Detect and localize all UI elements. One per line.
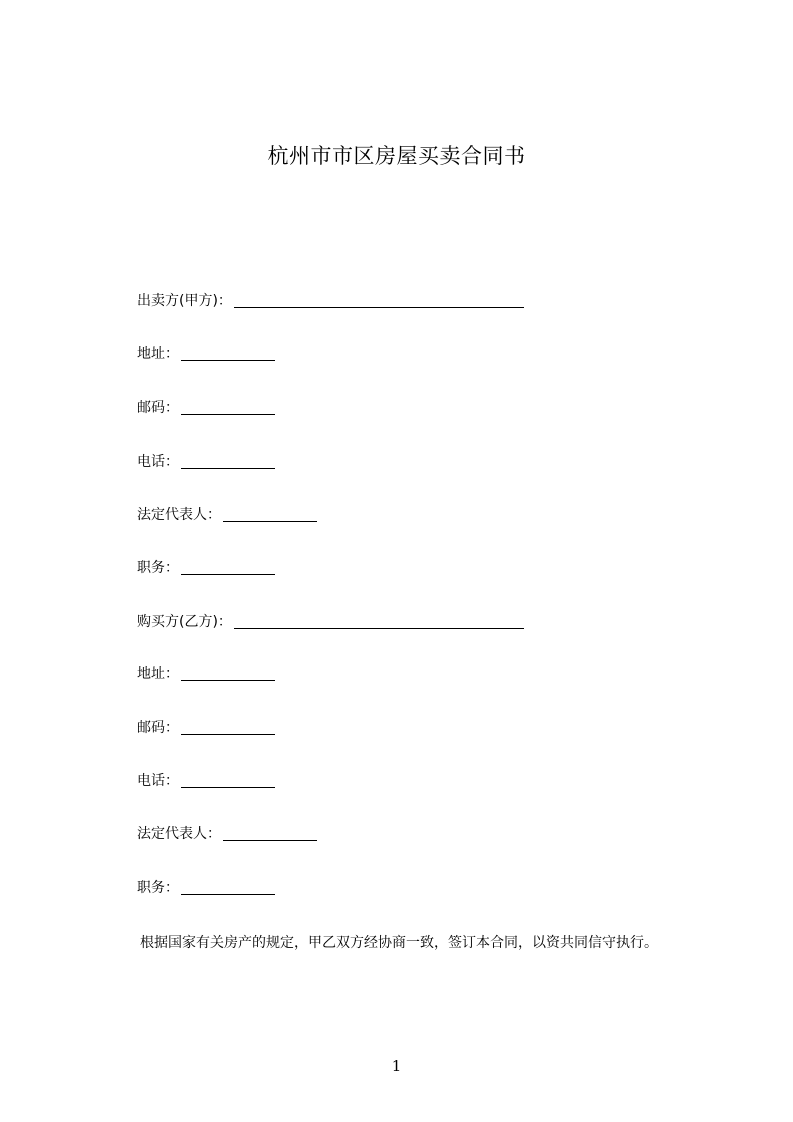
buyer-phone-label: 电话：	[137, 773, 179, 789]
buyer-phone-blank[interactable]	[181, 771, 275, 788]
buyer-phone-field	[137, 769, 275, 791]
buyer-position-field	[137, 876, 275, 898]
page-number: 1	[391, 1057, 402, 1075]
seller-legal-rep-blank[interactable]	[223, 505, 317, 522]
seller-phone-label: 电话：	[137, 454, 179, 470]
seller-party-blank[interactable]	[234, 291, 524, 308]
buyer-position-blank[interactable]	[181, 878, 275, 895]
document-title: 杭州市市区房屋买卖合同书	[267, 144, 526, 168]
seller-phone-blank[interactable]	[181, 452, 275, 469]
buyer-postcode-blank[interactable]	[181, 718, 275, 735]
seller-phone-field	[137, 450, 275, 472]
buyer-party-blank[interactable]	[234, 612, 524, 629]
buyer-party-field	[137, 610, 524, 632]
seller-address-field	[137, 342, 275, 364]
buyer-address-label: 地址：	[137, 666, 179, 682]
buyer-party-label: 购买方(乙方)：	[137, 614, 232, 630]
seller-postcode-blank[interactable]	[181, 398, 275, 415]
seller-postcode-field	[137, 396, 275, 418]
seller-position-blank[interactable]	[181, 558, 275, 575]
buyer-postcode-label: 邮码：	[137, 720, 179, 736]
seller-position-label: 职务：	[137, 560, 179, 576]
seller-address-label: 地址：	[137, 346, 179, 362]
seller-legal-rep-field	[137, 503, 317, 525]
seller-address-blank[interactable]	[181, 344, 275, 361]
buyer-legal-rep-blank[interactable]	[223, 824, 317, 841]
buyer-legal-rep-field	[137, 822, 317, 844]
seller-legal-rep-label: 法定代表人：	[137, 507, 221, 523]
buyer-postcode-field	[137, 716, 275, 738]
seller-postcode-label: 邮码：	[137, 400, 179, 416]
seller-party-field	[137, 289, 524, 311]
buyer-position-label: 职务：	[137, 880, 179, 896]
seller-position-field	[137, 556, 275, 578]
contract-preamble: 根据国家有关房产的规定，甲乙双方经协商一致，签订本合同，以资共同信守执行。	[140, 935, 658, 951]
buyer-address-field	[137, 662, 275, 684]
buyer-address-blank[interactable]	[181, 664, 275, 681]
seller-party-label: 出卖方(甲方)：	[137, 293, 232, 309]
buyer-legal-rep-label: 法定代表人：	[137, 826, 221, 842]
